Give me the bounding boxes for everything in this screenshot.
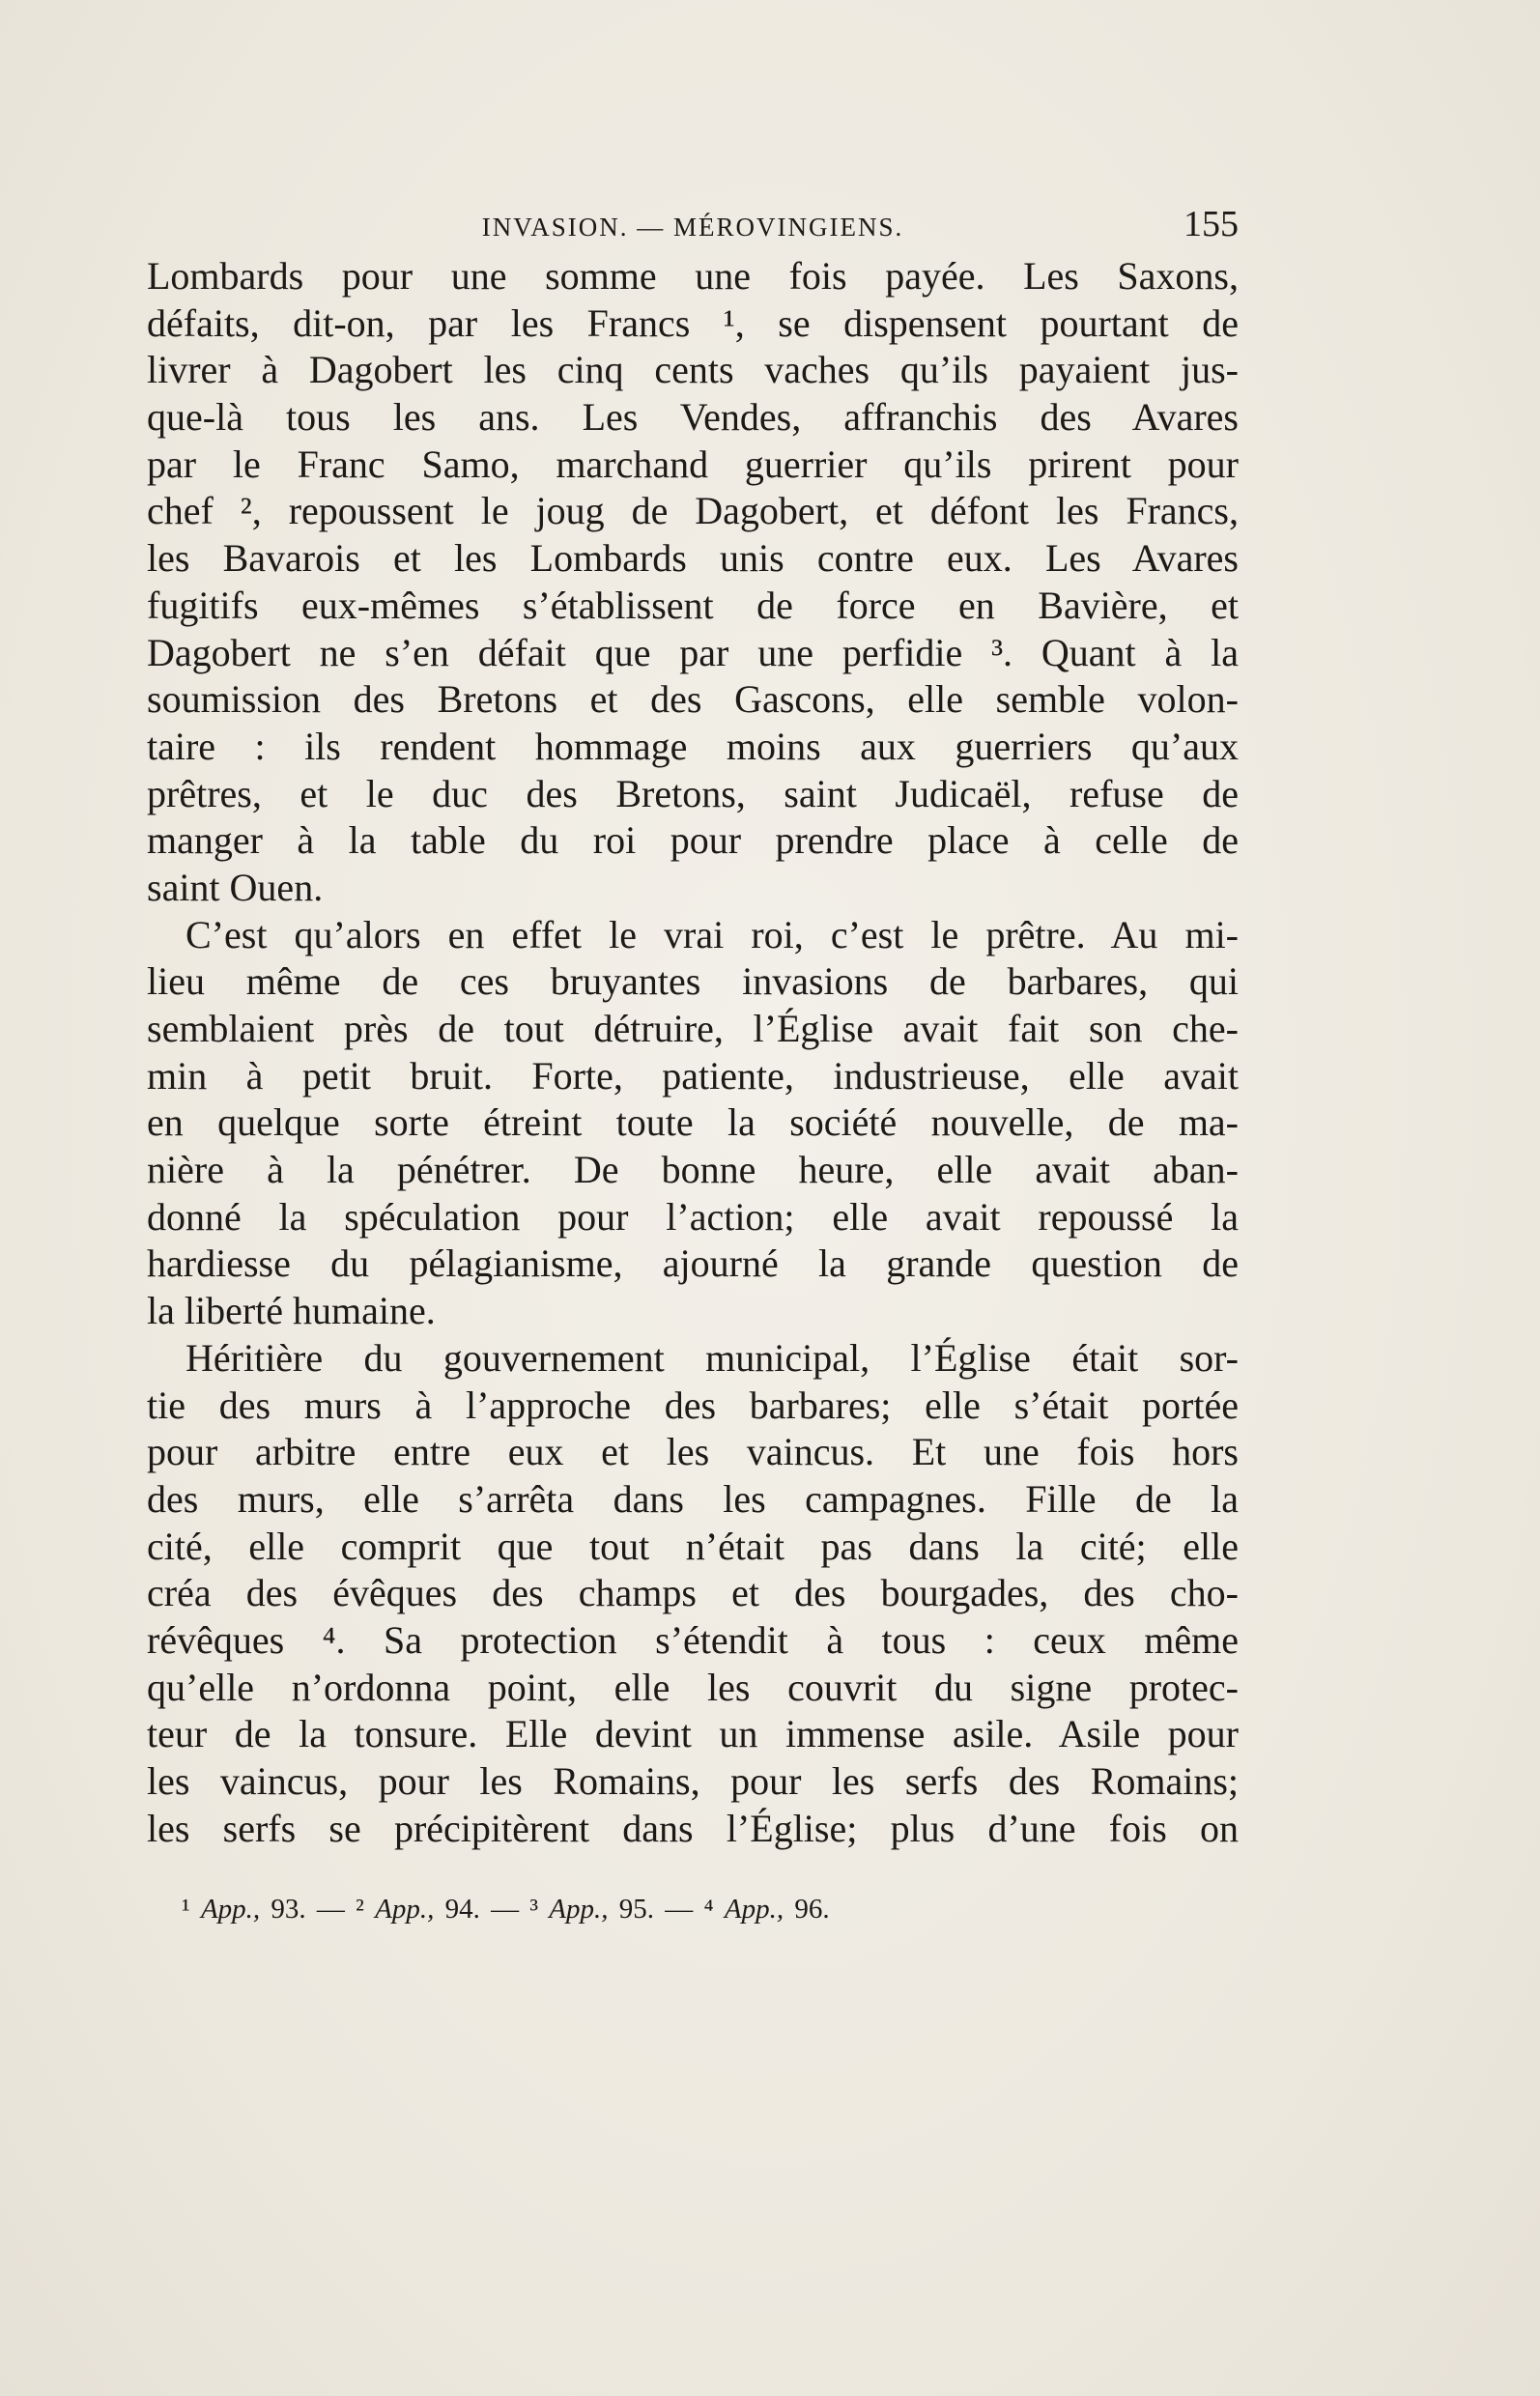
text-line: C’est qu’alors en effet le vrai roi, c’est le prêtre. Au mi- xyxy=(185,912,1239,956)
text-line: lieu même de ces bruyantes invasions de barbares, qui xyxy=(147,959,1239,1004)
text-line: livrer à Dagobert les cinq cents vaches qu’ils payaient jus- xyxy=(147,348,1239,392)
text-line: des murs, elle s’arrêta dans les campagnes. Fille de la xyxy=(147,1476,1239,1521)
footnote-marker: ² xyxy=(356,1894,364,1925)
text-line: soumission des Bretons et des Gascons, elle semble volon- xyxy=(147,677,1239,722)
text-line: min à petit bruit. Forte, patiente, industrieuse, elle avait xyxy=(147,1053,1239,1098)
footnote-number: 95. xyxy=(618,1894,655,1925)
text-line: taire : ils rendent hommage moins aux guerriers qu’aux xyxy=(147,724,1239,768)
text-line: la liberté humaine. xyxy=(147,1289,436,1333)
footnote-4 xyxy=(704,1894,830,1925)
footnote-3 xyxy=(529,1894,654,1925)
body-text xyxy=(147,253,1239,1852)
paragraph-3 xyxy=(147,1335,1239,1853)
text-line: semblaient près de tout détruire, l’Église avait fait son che- xyxy=(147,1007,1239,1050)
text-line: créa des évêques des champs et des bourgades, des cho- xyxy=(147,1571,1239,1615)
text-line: par le Franc Samo, marchand guerrier qu’ils prirent pour xyxy=(147,442,1239,486)
text-line: les vaincus, pour les Romains, pour les serfs des Romains; xyxy=(147,1759,1239,1803)
text-line: révêques ⁴. Sa protection s’étendit à tous : ceux même xyxy=(147,1617,1239,1662)
text-line: Lombards pour une somme une fois payée. Les Saxons, xyxy=(147,254,1239,298)
text-line: hardiesse du pélagianisme, ajourné la grande question de xyxy=(147,1241,1239,1286)
footnote-separator: — xyxy=(665,1894,694,1925)
page-header xyxy=(147,203,1239,251)
footnote-2 xyxy=(356,1894,480,1925)
text-line: nière à la pénétrer. De bonne heure, elle avait aban- xyxy=(147,1148,1239,1192)
text-line: pour arbitre entre eux et les vaincus. Et une fois hors xyxy=(147,1430,1239,1474)
footnote-number: 96. xyxy=(794,1894,830,1925)
footnote-label: App., xyxy=(200,1894,261,1925)
text-line: les serfs se précipitèrent dans l’Église; plus d’une fois on xyxy=(147,1806,1239,1850)
text-line: chef ², repoussent le joug de Dagobert, et défont les Francs, xyxy=(147,489,1239,533)
text-line: manger à la table du roi pour prendre place à celle de xyxy=(147,818,1239,863)
text-line: Héritière du gouvernement municipal, l’Église était sor- xyxy=(185,1335,1239,1380)
text-line: fugitifs eux-mêmes s’établissent de force en Bavière, et xyxy=(147,583,1239,627)
text-line: les Bavarois et les Lombards unis contre eux. Les Avares xyxy=(147,536,1239,581)
footnote-marker: ¹ xyxy=(182,1894,190,1925)
footnote-marker: ⁴ xyxy=(703,1894,714,1925)
footnote-separator: — xyxy=(491,1894,520,1925)
running-title: INVASION. — MÉROVINGIENS. xyxy=(481,213,904,242)
footnotes xyxy=(182,1894,830,1925)
footnote-label: App., xyxy=(375,1894,435,1925)
paragraph-1 xyxy=(147,253,1239,912)
text-line: prêtres, et le duc des Bretons, saint Judicaël, refuse de xyxy=(147,771,1239,815)
paragraph-2 xyxy=(147,912,1239,1335)
text-line: cité, elle comprit que tout n’était pas dans la cité; elle xyxy=(147,1524,1239,1568)
text-line: qu’elle n’ordonna point, elle les couvrit du signe protec- xyxy=(147,1665,1239,1709)
page-number: 155 xyxy=(1184,204,1239,244)
footnote-label: App., xyxy=(549,1894,609,1925)
footnote-label: App., xyxy=(724,1894,784,1925)
text-line: tie des murs à l’approche des barbares; elle s’était portée xyxy=(147,1383,1239,1427)
footnote-number: 94. xyxy=(444,1894,480,1925)
text-line: teur de la tonsure. Elle devint un immense asile. Asile pour xyxy=(147,1712,1239,1756)
footnote-number: 93. xyxy=(271,1894,306,1925)
text-line: en quelque sorte étreint toute la société nouvelle, de ma- xyxy=(147,1100,1239,1145)
text-line: Dagobert ne s’en défait que par une perfidie ³. Quant à la xyxy=(147,630,1239,674)
footnote-marker: ³ xyxy=(529,1894,539,1925)
text-line: défaits, dit-on, par les Francs ¹, se dispensent pourtant de xyxy=(147,300,1239,345)
text-line: que-là tous les ans. Les Vendes, affranchis des Avares xyxy=(147,395,1239,440)
footnote-1 xyxy=(182,1894,306,1925)
text-line: donné la spéculation pour l’action; elle avait repoussé la xyxy=(147,1194,1239,1239)
footnote-separator: — xyxy=(316,1894,345,1925)
text-line: saint Ouen. xyxy=(147,865,324,909)
